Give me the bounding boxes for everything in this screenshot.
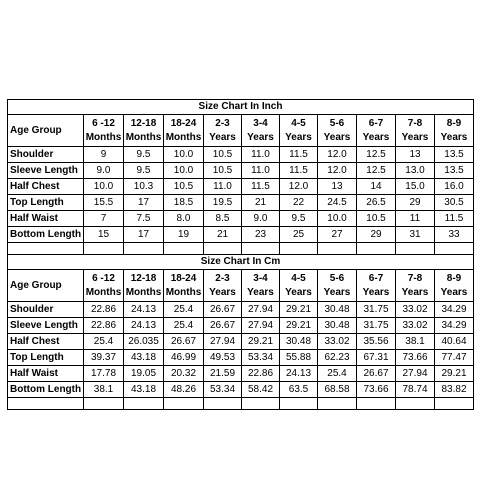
measurement-value: 10.5	[204, 163, 242, 179]
measurement-value: 27.94	[204, 334, 242, 350]
age-unit: Years	[285, 286, 312, 298]
blank-cell	[280, 243, 318, 255]
measurement-value: 23	[242, 227, 280, 243]
table-row	[8, 382, 474, 398]
measurement-value: 11.5	[280, 163, 318, 179]
table-row	[8, 334, 474, 350]
age-unit: Years	[285, 131, 312, 143]
age-group-header-row	[8, 115, 474, 147]
measurement-value: 10.0	[318, 211, 357, 227]
measurement-value: 53.34	[242, 350, 280, 366]
age-range: 6 -12	[92, 272, 115, 284]
measurement-value: 48.26	[164, 382, 204, 398]
measurement-value: 30.48	[318, 302, 357, 318]
blank-cell	[396, 243, 435, 255]
measurement-value: 21	[204, 227, 242, 243]
measurement-value: 26.67	[357, 366, 396, 382]
measurement-label: Shoulder	[8, 302, 84, 318]
measurement-value: 12.0	[280, 179, 318, 195]
measurement-value: 26.67	[164, 334, 204, 350]
measurement-value: 19.05	[124, 366, 164, 382]
measurement-value: 10.0	[164, 147, 204, 163]
age-group-label: Age Group	[8, 115, 84, 147]
age-column-header	[84, 270, 124, 302]
age-column-header	[435, 115, 474, 147]
age-column-header	[280, 115, 318, 147]
measurement-value: 38.1	[84, 382, 124, 398]
measurement-value: 29	[396, 195, 435, 211]
age-column-header	[396, 115, 435, 147]
measurement-label: Bottom Length	[8, 227, 84, 243]
age-column-header	[396, 270, 435, 302]
measurement-value: 26.5	[357, 195, 396, 211]
measurement-value: 34.29	[435, 302, 474, 318]
measurement-value: 11	[396, 211, 435, 227]
age-column-header	[164, 270, 204, 302]
blank-cell	[164, 398, 204, 410]
measurement-value: 73.66	[357, 382, 396, 398]
measurement-value: 13.5	[435, 163, 474, 179]
measurement-value: 12.0	[318, 163, 357, 179]
measurement-value: 11.5	[280, 147, 318, 163]
size-chart-table	[7, 99, 474, 410]
measurement-value: 8.5	[204, 211, 242, 227]
measurement-value: 13.0	[396, 163, 435, 179]
measurement-value: 26.67	[204, 302, 242, 318]
measurement-value: 33	[435, 227, 474, 243]
measurement-value: 24.13	[124, 302, 164, 318]
blank-cell	[8, 398, 84, 410]
age-unit: Years	[209, 131, 236, 143]
measurement-value: 73.66	[396, 350, 435, 366]
measurement-value: 53.34	[204, 382, 242, 398]
measurement-value: 27	[318, 227, 357, 243]
age-column-header	[204, 270, 242, 302]
age-unit: Years	[440, 131, 468, 143]
measurement-value: 63.5	[280, 382, 318, 398]
age-unit: Years	[247, 286, 274, 298]
measurement-value: 25.4	[318, 366, 357, 382]
blank-cell	[84, 243, 124, 255]
measurement-value: 11.0	[242, 147, 280, 163]
measurement-value: 17	[124, 195, 164, 211]
measurement-value: 26.67	[204, 318, 242, 334]
measurement-value: 11.5	[242, 179, 280, 195]
measurement-value: 22	[280, 195, 318, 211]
age-column-header	[164, 115, 204, 147]
age-range: 7-8	[407, 272, 423, 284]
age-range: 6 -12	[92, 117, 115, 129]
measurement-value: 46.99	[164, 350, 204, 366]
measurement-label: Half Chest	[8, 179, 84, 195]
measurement-label: Shoulder	[8, 147, 84, 163]
measurement-value: 15	[84, 227, 124, 243]
age-range: 6-7	[368, 272, 384, 284]
age-range: 18-24	[170, 117, 197, 129]
blank-cell	[318, 243, 357, 255]
table-row	[8, 318, 474, 334]
age-unit: Months	[85, 286, 122, 298]
age-column-header	[357, 115, 396, 147]
measurement-value: 10.0	[84, 179, 124, 195]
table-row	[8, 163, 474, 179]
measurement-value: 13	[318, 179, 357, 195]
section-title: Size Chart In Inch	[8, 100, 474, 115]
measurement-value: 55.88	[280, 350, 318, 366]
measurement-value: 21	[242, 195, 280, 211]
measurement-label: Half Waist	[8, 366, 84, 382]
measurement-label: Bottom Length	[8, 382, 84, 398]
age-unit: Months	[125, 131, 162, 143]
measurement-value: 18.5	[164, 195, 204, 211]
measurement-value: 43.18	[124, 350, 164, 366]
measurement-value: 62.23	[318, 350, 357, 366]
age-column-header	[318, 270, 357, 302]
blank-cell	[204, 243, 242, 255]
age-unit: Years	[323, 131, 351, 143]
measurement-value: 29	[357, 227, 396, 243]
table-row	[8, 302, 474, 318]
measurement-value: 11.0	[242, 163, 280, 179]
measurement-value: 7.5	[124, 211, 164, 227]
measurement-value: 25.4	[164, 302, 204, 318]
measurement-value: 13.5	[435, 147, 474, 163]
measurement-value: 35.56	[357, 334, 396, 350]
age-range: 18-24	[170, 272, 197, 284]
age-column-header	[357, 270, 396, 302]
measurement-value: 29.21	[280, 302, 318, 318]
blank-cell	[357, 398, 396, 410]
age-column-header	[204, 115, 242, 147]
age-unit: Years	[440, 286, 468, 298]
measurement-value: 16.0	[435, 179, 474, 195]
measurement-value: 27.94	[242, 302, 280, 318]
measurement-label: Half Chest	[8, 334, 84, 350]
blank-cell	[280, 398, 318, 410]
measurement-value: 27.94	[396, 366, 435, 382]
measurement-value: 25.4	[84, 334, 124, 350]
blank-cell	[435, 243, 474, 255]
measurement-value: 34.29	[435, 318, 474, 334]
table-row	[8, 227, 474, 243]
measurement-value: 10.5	[204, 147, 242, 163]
measurement-value: 12.0	[318, 147, 357, 163]
measurement-value: 24.13	[124, 318, 164, 334]
measurement-value: 9.0	[84, 163, 124, 179]
measurement-value: 9.5	[124, 163, 164, 179]
measurement-value: 39.37	[84, 350, 124, 366]
measurement-value: 11.0	[204, 179, 242, 195]
measurement-label: Half Waist	[8, 211, 84, 227]
age-column-header	[124, 270, 164, 302]
measurement-value: 8.0	[164, 211, 204, 227]
age-range: 4-5	[291, 117, 306, 129]
age-range: 8-9	[446, 272, 462, 284]
age-range: 12-18	[130, 272, 157, 284]
measurement-value: 12.5	[357, 163, 396, 179]
measurement-value: 24.5	[318, 195, 357, 211]
age-unit: Years	[323, 286, 351, 298]
section-title: Size Chart In Cm	[8, 255, 474, 270]
age-unit: Years	[362, 286, 390, 298]
age-column-header	[242, 270, 280, 302]
measurement-value: 30.48	[318, 318, 357, 334]
age-group-header-row	[8, 270, 474, 302]
age-range: 7-8	[407, 117, 423, 129]
age-column-header	[124, 115, 164, 147]
table-row	[8, 211, 474, 227]
measurement-value: 30.5	[435, 195, 474, 211]
age-range: 2-3	[215, 272, 230, 284]
age-unit: Years	[401, 131, 429, 143]
age-unit: Years	[362, 131, 390, 143]
measurement-value: 11.5	[435, 211, 474, 227]
blank-cell	[318, 398, 357, 410]
blank-cell	[357, 243, 396, 255]
measurement-value: 29.21	[242, 334, 280, 350]
measurement-value: 14	[357, 179, 396, 195]
measurement-value: 68.58	[318, 382, 357, 398]
measurement-label: Sleeve Length	[8, 318, 84, 334]
age-range: 5-6	[329, 272, 345, 284]
measurement-value: 9	[84, 147, 124, 163]
measurement-value: 22.86	[242, 366, 280, 382]
blank-cell	[124, 243, 164, 255]
measurement-value: 13	[396, 147, 435, 163]
measurement-value: 30.48	[280, 334, 318, 350]
measurement-value: 12.5	[357, 147, 396, 163]
measurement-value: 31.75	[357, 302, 396, 318]
table-row	[8, 366, 474, 382]
measurement-value: 19	[164, 227, 204, 243]
measurement-value: 20.32	[164, 366, 204, 382]
blank-cell	[8, 243, 84, 255]
table-row	[8, 350, 474, 366]
measurement-value: 31.75	[357, 318, 396, 334]
measurement-value: 31	[396, 227, 435, 243]
measurement-value: 38.1	[396, 334, 435, 350]
age-column-header	[84, 115, 124, 147]
measurement-value: 19.5	[204, 195, 242, 211]
blank-cell	[84, 398, 124, 410]
section-title-row	[8, 100, 474, 115]
age-range: 6-7	[368, 117, 384, 129]
measurement-value: 67.31	[357, 350, 396, 366]
table-row	[8, 147, 474, 163]
age-unit: Years	[401, 286, 429, 298]
measurement-value: 26.035	[124, 334, 164, 350]
measurement-value: 40.64	[435, 334, 474, 350]
measurement-value: 10.5	[164, 179, 204, 195]
section-title-row	[8, 255, 474, 270]
measurement-value: 9.5	[124, 147, 164, 163]
measurement-value: 83.82	[435, 382, 474, 398]
blank-row	[8, 243, 474, 255]
measurement-value: 33.02	[396, 302, 435, 318]
age-column-header	[280, 270, 318, 302]
age-range: 3-4	[253, 272, 268, 284]
age-column-header	[318, 115, 357, 147]
blank-cell	[124, 398, 164, 410]
measurement-value: 29.21	[280, 318, 318, 334]
blank-cell	[435, 398, 474, 410]
measurement-value: 78.74	[396, 382, 435, 398]
measurement-value: 17	[124, 227, 164, 243]
measurement-value: 43.18	[124, 382, 164, 398]
measurement-label: Top Length	[8, 350, 84, 366]
measurement-value: 22.86	[84, 318, 124, 334]
age-range: 12-18	[130, 117, 157, 129]
age-unit: Months	[85, 131, 122, 143]
blank-cell	[242, 243, 280, 255]
measurement-value: 27.94	[242, 318, 280, 334]
measurement-value: 29.21	[435, 366, 474, 382]
age-column-header	[242, 115, 280, 147]
measurement-value: 49.53	[204, 350, 242, 366]
measurement-label: Top Length	[8, 195, 84, 211]
measurement-value: 24.13	[280, 366, 318, 382]
blank-cell	[204, 398, 242, 410]
age-range: 4-5	[291, 272, 306, 284]
blank-cell	[396, 398, 435, 410]
age-unit: Years	[209, 286, 236, 298]
age-range: 8-9	[446, 117, 462, 129]
blank-row	[8, 398, 474, 410]
measurement-value: 15.5	[84, 195, 124, 211]
age-range: 3-4	[253, 117, 268, 129]
measurement-value: 10.3	[124, 179, 164, 195]
measurement-value: 77.47	[435, 350, 474, 366]
age-unit: Years	[247, 131, 274, 143]
measurement-value: 15.0	[396, 179, 435, 195]
measurement-value: 25	[280, 227, 318, 243]
measurement-value: 9.5	[280, 211, 318, 227]
blank-cell	[242, 398, 280, 410]
measurement-value: 10.0	[164, 163, 204, 179]
measurement-value: 10.5	[357, 211, 396, 227]
measurement-value: 25.4	[164, 318, 204, 334]
age-range: 2-3	[215, 117, 230, 129]
age-unit: Months	[165, 286, 202, 298]
table-row	[8, 179, 474, 195]
measurement-value: 33.02	[396, 318, 435, 334]
age-unit: Months	[125, 286, 162, 298]
measurement-value: 9.0	[242, 211, 280, 227]
measurement-value: 21.59	[204, 366, 242, 382]
measurement-value: 22.86	[84, 302, 124, 318]
measurement-value: 7	[84, 211, 124, 227]
age-column-header	[435, 270, 474, 302]
measurement-value: 17.78	[84, 366, 124, 382]
measurement-label: Sleeve Length	[8, 163, 84, 179]
measurement-value: 58.42	[242, 382, 280, 398]
age-range: 5-6	[329, 117, 345, 129]
age-unit: Months	[165, 131, 202, 143]
table-row	[8, 195, 474, 211]
blank-cell	[164, 243, 204, 255]
measurement-value: 33.02	[318, 334, 357, 350]
age-group-label: Age Group	[8, 270, 84, 302]
